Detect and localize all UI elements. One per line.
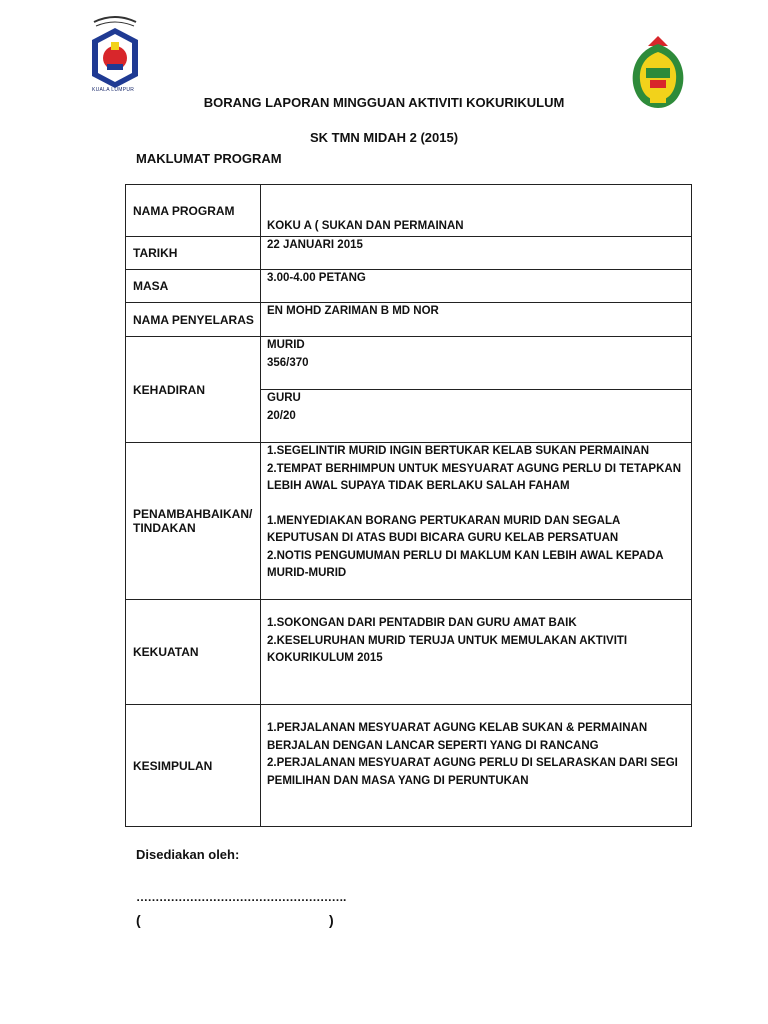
row-label: KEKUATAN: [126, 600, 261, 705]
table-row: [126, 237, 692, 270]
table-row: [126, 705, 692, 827]
table-row: [126, 185, 692, 237]
signature-line: ……………………………………………….: [136, 890, 346, 904]
school-name: SK TMN MIDAH 2 (2015): [309, 130, 459, 145]
table-row: [126, 337, 692, 390]
row-label: TARIKH: [126, 237, 261, 270]
table-row: [126, 443, 692, 600]
table-row: [126, 303, 692, 337]
row-label: MASA: [126, 270, 261, 303]
section-heading: MAKLUMAT PROGRAM: [136, 151, 282, 166]
row-label: KESIMPULAN: [126, 705, 261, 827]
attendance-student-value: MURID 356/370: [261, 337, 692, 390]
improvement-value: 1.SEGELINTIR MURID INGIN BERTUKAR KELAB SUKAN PERMAINAN 2.TEMPAT BERHIMPUN UNTUK MESYUARAT AGUNG PERLU DI TETAPKAN LEBIH AWAL SUPAYA TIDAK BERLAKU SALAH FAHAM 1.MENYEDIAKAN BORANG PERTUKARAN MURID DAN SEGALA KEPUTUSAN DI ATAS BUDI BICARA GURU KELAB PERSATUAN 2.NOTIS PENGUMUMAN PERLU DI MAKLUM KAN LEBIH AWAL KEPADA MURID-MURID: [261, 443, 692, 600]
table-row: [126, 270, 692, 303]
table-row: [126, 600, 692, 705]
prepared-by-label: Disediakan oleh:: [136, 847, 240, 862]
row-label: NAMA PENYELARAS: [126, 303, 261, 337]
name-bracket-close: ): [329, 912, 334, 928]
row-label: KEHADIRAN: [126, 337, 261, 443]
program-name-value: KOKU A ( SUKAN DAN PERMAINAN: [261, 185, 692, 237]
row-label: PENAMBAHBAIKAN/ TINDAKAN: [126, 443, 261, 600]
coordinator-value: EN MOHD ZARIMAN B MD NOR: [261, 303, 692, 337]
form-title: BORANG LAPORAN MINGGUAN AKTIVITI KOKURIKULUM: [203, 95, 565, 110]
date-value: 22 JANUARI 2015: [261, 237, 692, 270]
strength-value: 1.SOKONGAN DARI PENTADBIR DAN GURU AMAT BAIK 2.KESELURUHAN MURID TERUJA UNTUK MEMULAKAN AKTIVITI KOKURIKULUM 2015: [261, 600, 692, 705]
name-bracket-open: (: [136, 912, 141, 928]
program-info-table: [125, 184, 692, 827]
attendance-teacher-value: GURU 20/20: [261, 390, 692, 443]
conclusion-value: 1.PERJALANAN MESYUARAT AGUNG KELAB SUKAN & PERMAINAN BERJALAN DENGAN LANCAR SEPERTI YANG DI RANCANG 2.PERJALANAN MESYUARAT AGUNG PERLU DI SELARASKAN DARI SEGI PEMILIHAN DAN MASA YANG DI PERUNTUKAN: [261, 705, 692, 827]
time-value: 3.00-4.00 PETANG: [261, 270, 692, 303]
row-label: NAMA PROGRAM: [126, 185, 261, 237]
left-logo-caption: KUALA LUMPUR: [92, 87, 135, 93]
